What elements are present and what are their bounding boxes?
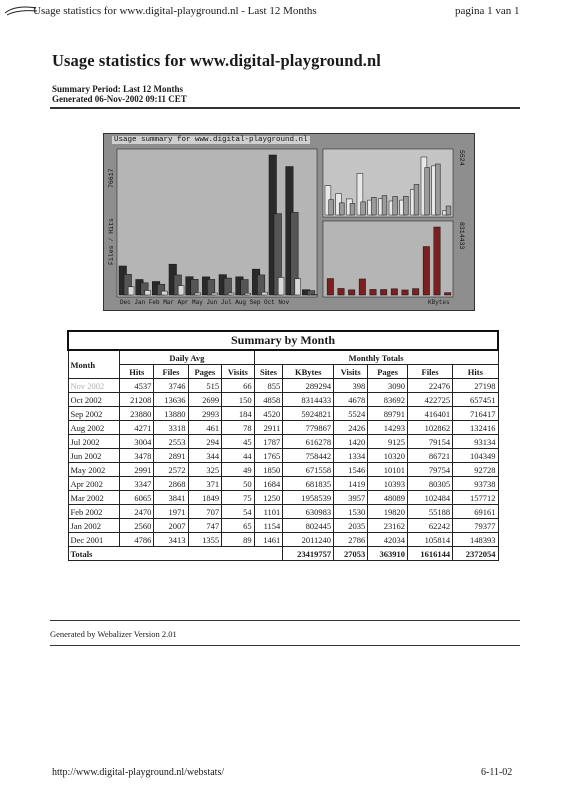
subheader-5: KBytes xyxy=(283,365,334,379)
row-cell: 55188 xyxy=(407,505,452,519)
kbytes-bar xyxy=(434,227,440,295)
sites-bar xyxy=(371,197,376,215)
row-cell: 2572 xyxy=(154,463,188,477)
row-cell: 79377 xyxy=(453,519,498,533)
page-counter: pagina 1 van 1 xyxy=(455,5,520,17)
row-month: Nov 2002 xyxy=(68,379,120,393)
kbytes-bar xyxy=(348,290,354,295)
row-cell: 13636 xyxy=(154,393,188,407)
row-cell: 5924821 xyxy=(283,407,334,421)
row-cell: 4520 xyxy=(254,407,283,421)
row-cell: 1250 xyxy=(254,491,283,505)
files-bar xyxy=(241,280,249,295)
sites-bar xyxy=(382,196,387,215)
period-text: Summary Period: Last 12 Months xyxy=(52,84,183,94)
row-cell: 48089 xyxy=(368,491,408,505)
row-cell: 3004 xyxy=(120,435,154,449)
row-cell: 681835 xyxy=(283,477,334,491)
page-title: Usage statistics for www.digital-playground.nl xyxy=(52,51,381,70)
row-cell: 1958539 xyxy=(283,491,334,505)
row-cell: 4678 xyxy=(334,393,368,407)
sites-bar xyxy=(361,202,366,215)
subheader-9: Hits xyxy=(453,365,498,379)
row-cell: 2699 xyxy=(188,393,222,407)
header-title: Usage statistics for www.digital-playground.nl - Last 12 Months xyxy=(33,5,317,17)
row-cell: 65 xyxy=(222,519,255,533)
row-cell: 66 xyxy=(222,379,255,393)
row-month: Jul 2002 xyxy=(68,435,120,449)
pages-bar xyxy=(312,294,318,295)
totals-cell: 363910 xyxy=(368,547,408,561)
row-cell: 9125 xyxy=(368,435,408,449)
sites-bar xyxy=(414,184,419,215)
row-cell: 422725 xyxy=(407,393,452,407)
kbytes-bar xyxy=(412,289,418,295)
table-row xyxy=(68,435,498,449)
subheader-6: Visits xyxy=(334,365,368,379)
row-cell: 4271 xyxy=(120,421,154,435)
totals-row xyxy=(68,547,498,561)
row-cell: 10393 xyxy=(368,477,408,491)
row-month: Aug 2002 xyxy=(68,421,120,435)
row-cell: 89791 xyxy=(368,407,408,421)
table-row xyxy=(68,533,498,547)
row-month: Oct 2002 xyxy=(68,393,120,407)
row-cell: 2991 xyxy=(120,463,154,477)
row-month: Mar 2002 xyxy=(68,491,120,505)
row-cell: 50 xyxy=(222,477,255,491)
row-cell: 1765 xyxy=(254,449,283,463)
row-cell: 132416 xyxy=(453,421,498,435)
row-cell: 1787 xyxy=(254,435,283,449)
sites-bar xyxy=(446,206,451,215)
row-cell: 657451 xyxy=(453,393,498,407)
pages-bar xyxy=(128,287,134,295)
table-row xyxy=(68,519,498,533)
row-cell: 1101 xyxy=(254,505,283,519)
row-cell: 62242 xyxy=(407,519,452,533)
files-bar xyxy=(191,279,199,295)
row-cell: 42034 xyxy=(368,533,408,547)
row-cell: 2470 xyxy=(120,505,154,519)
pages-bar xyxy=(178,286,184,295)
row-month: Feb 2002 xyxy=(68,505,120,519)
row-cell: 779867 xyxy=(283,421,334,435)
row-cell: 10101 xyxy=(368,463,408,477)
row-cell: 2786 xyxy=(334,533,368,547)
totals-cell: 1616144 xyxy=(407,547,452,561)
row-cell: 75 xyxy=(222,491,255,505)
row-cell: 1971 xyxy=(154,505,188,519)
row-cell: 1154 xyxy=(254,519,283,533)
row-cell: 630983 xyxy=(283,505,334,519)
footer-date: 6-11-02 xyxy=(481,767,513,778)
row-cell: 4786 xyxy=(120,533,154,547)
row-cell: 1849 xyxy=(188,491,222,505)
kbytes-bar xyxy=(370,289,376,295)
row-cell: 148393 xyxy=(453,533,498,547)
table-row xyxy=(68,477,498,491)
row-cell: 80305 xyxy=(407,477,452,491)
row-cell: 344 xyxy=(188,449,222,463)
row-cell: 2993 xyxy=(188,407,222,421)
table-row xyxy=(68,379,498,393)
row-cell: 1419 xyxy=(334,477,368,491)
totals-cell: 23419757 xyxy=(283,547,334,561)
row-cell: 93134 xyxy=(453,435,498,449)
table-title: Summary by Month xyxy=(68,331,498,350)
row-cell: 3478 xyxy=(120,449,154,463)
subheader-7: Pages xyxy=(368,365,408,379)
sites-bar xyxy=(403,196,408,215)
row-cell: 2035 xyxy=(334,519,368,533)
row-cell: 294 xyxy=(188,435,222,449)
row-cell: 27198 xyxy=(453,379,498,393)
row-cell: 4537 xyxy=(120,379,154,393)
title-divider xyxy=(50,107,520,109)
row-cell: 1850 xyxy=(254,463,283,477)
row-cell: 3090 xyxy=(368,379,408,393)
row-cell: 79154 xyxy=(407,435,452,449)
sites-bar xyxy=(393,196,398,215)
kbytes-bar xyxy=(444,293,450,295)
kbytes-bar xyxy=(338,288,344,295)
table-row xyxy=(68,505,498,519)
subheader-0: Hits xyxy=(120,365,154,379)
row-cell: 1461 xyxy=(254,533,283,547)
row-cell: 92728 xyxy=(453,463,498,477)
row-cell: 150 xyxy=(222,393,255,407)
footer-url: http://www.digital-playground.nl/webstats/ xyxy=(52,767,225,778)
table-row xyxy=(68,421,498,435)
pages-bar xyxy=(195,293,201,295)
kbytes-bar xyxy=(402,290,408,295)
row-cell: 69161 xyxy=(453,505,498,519)
subheader-4: Sites xyxy=(254,365,283,379)
row-cell: 104349 xyxy=(453,449,498,463)
graph-left-top-label: 76617 xyxy=(108,168,115,188)
row-cell: 5524 xyxy=(334,407,368,421)
row-cell: 14293 xyxy=(368,421,408,435)
row-cell: 22476 xyxy=(407,379,452,393)
row-cell: 2891 xyxy=(154,449,188,463)
subheader-1: Files xyxy=(154,365,188,379)
row-cell: 54 xyxy=(222,505,255,519)
row-cell: 416401 xyxy=(407,407,452,421)
graph-months-axis: Dec Jan Feb Mar Apr May Jun Jul Aug Sep Oct Nov xyxy=(120,299,290,306)
row-cell: 2007 xyxy=(154,519,188,533)
table-row xyxy=(68,407,498,421)
sites-bar xyxy=(425,168,430,215)
row-month: Apr 2002 xyxy=(68,477,120,491)
totals-cell: 2372054 xyxy=(453,547,498,561)
pages-bar xyxy=(228,293,234,295)
pages-bar xyxy=(295,279,301,295)
pages-bar xyxy=(212,293,218,295)
row-cell: 2560 xyxy=(120,519,154,533)
row-cell: 716417 xyxy=(453,407,498,421)
table-row xyxy=(68,463,498,477)
graph-title: Usage summary for www.digital-playground.nl xyxy=(114,136,308,144)
graph-kbytes-label: KBytes xyxy=(428,299,450,306)
summary-period xyxy=(52,84,187,104)
kbytes-bar xyxy=(359,279,365,295)
kbytes-bar xyxy=(391,289,397,295)
row-cell: 79754 xyxy=(407,463,452,477)
table-row xyxy=(68,491,498,505)
row-cell: 515 xyxy=(188,379,222,393)
files-bar xyxy=(224,278,232,295)
row-cell: 157712 xyxy=(453,491,498,505)
row-cell: 83692 xyxy=(368,393,408,407)
subheader-8: Files xyxy=(407,365,452,379)
row-cell: 616278 xyxy=(283,435,334,449)
row-cell: 398 xyxy=(334,379,368,393)
pages-bar xyxy=(245,293,251,295)
kbytes-bar xyxy=(327,279,333,295)
generated-text: Generated 06-Nov-2002 09:11 CET xyxy=(52,94,187,104)
row-cell: 3413 xyxy=(154,533,188,547)
row-cell: 1530 xyxy=(334,505,368,519)
row-cell: 1355 xyxy=(188,533,222,547)
files-bar xyxy=(207,279,215,295)
kbytes-bar xyxy=(423,247,429,295)
sites-bar xyxy=(329,200,334,215)
row-cell: 3841 xyxy=(154,491,188,505)
row-cell: 19820 xyxy=(368,505,408,519)
row-cell: 1420 xyxy=(334,435,368,449)
row-cell: 3347 xyxy=(120,477,154,491)
monthly-totals-header: Monthly Totals xyxy=(254,350,498,365)
usage-graph-bars xyxy=(103,133,475,311)
row-cell: 49 xyxy=(222,463,255,477)
row-month: May 2002 xyxy=(68,463,120,477)
row-cell: 102862 xyxy=(407,421,452,435)
sites-bar xyxy=(350,203,355,215)
table-row xyxy=(68,393,498,407)
row-cell: 184 xyxy=(222,407,255,421)
row-cell: 45 xyxy=(222,435,255,449)
row-cell: 758442 xyxy=(283,449,334,463)
footer-divider-top xyxy=(50,620,520,621)
pages-bar xyxy=(145,290,151,295)
daily-avg-header: Daily Avg xyxy=(120,350,254,365)
totals-cell: 27053 xyxy=(334,547,368,561)
row-cell: 23880 xyxy=(120,407,154,421)
row-cell: 44 xyxy=(222,449,255,463)
row-cell: 93738 xyxy=(453,477,498,491)
row-cell: 23162 xyxy=(368,519,408,533)
row-month: Jan 2002 xyxy=(68,519,120,533)
pages-bar xyxy=(162,291,168,295)
row-month: Sep 2002 xyxy=(68,407,120,421)
row-cell: 3957 xyxy=(334,491,368,505)
row-cell: 855 xyxy=(254,379,283,393)
row-cell: 78 xyxy=(222,421,255,435)
row-cell: 21208 xyxy=(120,393,154,407)
row-cell: 747 xyxy=(188,519,222,533)
row-cell: 8314433 xyxy=(283,393,334,407)
row-cell: 371 xyxy=(188,477,222,491)
row-cell: 671558 xyxy=(283,463,334,477)
graph-right-mid-label: 8314433 xyxy=(458,222,465,250)
graph-right-top-label: 5524 xyxy=(458,150,465,166)
pages-bar xyxy=(262,292,268,295)
table-row xyxy=(68,449,498,463)
graph-left-mid-label: Files / Hits xyxy=(108,218,115,265)
row-cell: 102484 xyxy=(407,491,452,505)
generator-credit: Generated by Webalizer Version 2.01 xyxy=(50,629,177,639)
row-cell: 2911 xyxy=(254,421,283,435)
sites-bar xyxy=(339,203,344,215)
row-cell: 13880 xyxy=(154,407,188,421)
row-month: Jun 2002 xyxy=(68,449,120,463)
row-cell: 2011240 xyxy=(283,533,334,547)
row-cell: 89 xyxy=(222,533,255,547)
row-cell: 802445 xyxy=(283,519,334,533)
row-cell: 10320 xyxy=(368,449,408,463)
pages-bar xyxy=(278,277,284,295)
row-cell: 289294 xyxy=(283,379,334,393)
row-cell: 105814 xyxy=(407,533,452,547)
summary-table xyxy=(67,330,499,561)
row-cell: 86721 xyxy=(407,449,452,463)
row-month: Dec 2001 xyxy=(68,533,120,547)
row-cell: 325 xyxy=(188,463,222,477)
subheader-2: Pages xyxy=(188,365,222,379)
sites-bar xyxy=(435,164,440,215)
row-cell: 707 xyxy=(188,505,222,519)
row-cell: 1684 xyxy=(254,477,283,491)
row-cell: 2553 xyxy=(154,435,188,449)
month-header: Month xyxy=(68,350,120,379)
row-cell: 6065 xyxy=(120,491,154,505)
footer-divider-bottom xyxy=(50,645,520,646)
row-cell: 1334 xyxy=(334,449,368,463)
subheader-3: Visits xyxy=(222,365,255,379)
kbytes-panel xyxy=(323,221,453,297)
row-cell: 3318 xyxy=(154,421,188,435)
row-cell: 2426 xyxy=(334,421,368,435)
totals-label: Totals xyxy=(68,547,283,561)
row-cell: 461 xyxy=(188,421,222,435)
row-cell: 2868 xyxy=(154,477,188,491)
kbytes-bar xyxy=(380,290,386,295)
row-cell: 4858 xyxy=(254,393,283,407)
row-cell: 3746 xyxy=(154,379,188,393)
row-cell: 1546 xyxy=(334,463,368,477)
